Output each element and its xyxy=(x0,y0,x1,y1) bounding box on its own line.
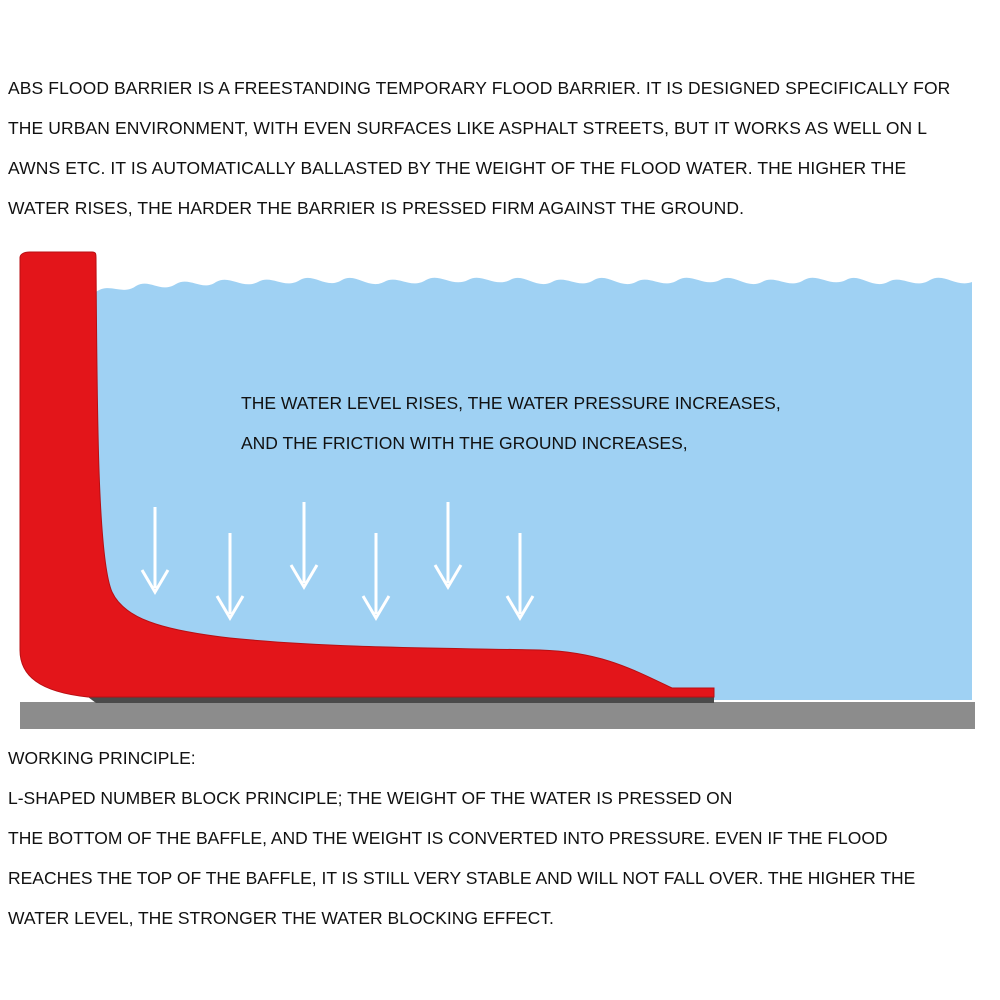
intro-line: THE URBAN ENVIRONMENT, WITH EVEN SURFACES LIKE ASPHALT STREETS, BUT IT WORKS AS WELL ON L xyxy=(8,118,928,138)
caption-line: AND THE FRICTION WITH THE GROUND INCREASES, xyxy=(241,433,688,453)
ground xyxy=(20,702,975,729)
principle-line: THE BOTTOM OF THE BAFFLE, AND THE WEIGHT IS CONVERTED INTO PRESSURE. EVEN IF THE FLOOD xyxy=(8,828,888,848)
intro-line: WATER RISES, THE HARDER THE BARRIER IS PRESSED FIRM AGAINST THE GROUND. xyxy=(8,198,745,218)
working-principle xyxy=(8,738,993,938)
principle-title: WORKING PRINCIPLE: xyxy=(8,748,196,768)
principle-line: L-SHAPED NUMBER BLOCK PRINCIPLE; THE WEIGHT OF THE WATER IS PRESSED ON xyxy=(8,788,733,808)
principle-line: WATER LEVEL, THE STRONGER THE WATER BLOCKING EFFECT. xyxy=(8,908,554,928)
intro-text xyxy=(8,70,993,230)
principle-line: REACHES THE TOP OF THE BAFFLE, IT IS STILL VERY STABLE AND WILL NOT FALL OVER. THE HIGHER THE xyxy=(8,868,916,888)
pressure-caption xyxy=(241,383,781,463)
flood-water xyxy=(96,278,972,700)
intro-line: ABS FLOOD BARRIER IS A FREESTANDING TEMPORARY FLOOD BARRIER. IT IS DESIGNED SPECIFICALLY FOR xyxy=(8,78,951,98)
caption-line: THE WATER LEVEL RISES, THE WATER PRESSURE INCREASES, xyxy=(241,393,781,413)
intro-line: AWNS ETC. IT IS AUTOMATICALLY BALLASTED BY THE WEIGHT OF THE FLOOD WATER. THE HIGHER THE xyxy=(8,158,907,178)
base-plate xyxy=(88,697,714,703)
flood-barrier-diagram xyxy=(0,240,1000,740)
